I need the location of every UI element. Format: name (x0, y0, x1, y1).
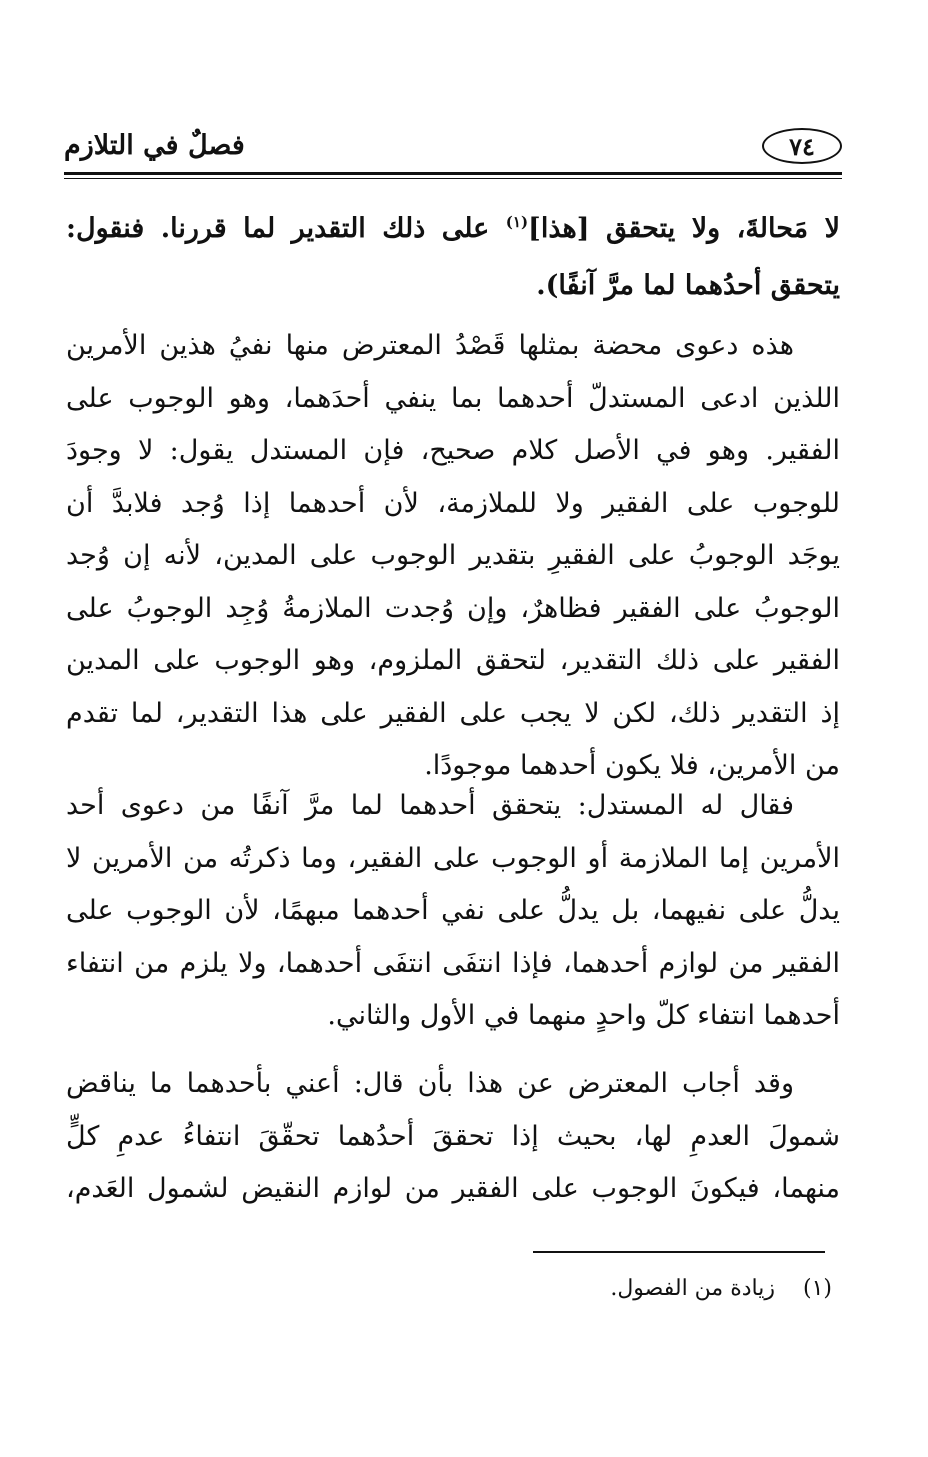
paragraph-3-line: وقد أجاب المعترض عن هذا بأن قال: أعني بأحدهما ما يناقض (66, 1068, 794, 1099)
paragraph-3 (66, 1058, 840, 1216)
paragraph-1-line: من الأمرين، فلا يكون أحدهما موجودًا. (424, 750, 840, 781)
quote-line-1-end: على ذلك التقدير لما قررنا. فنقول: (66, 213, 506, 244)
paragraph-2 (66, 780, 840, 1043)
running-header (64, 118, 842, 176)
page-number-text: ٧٤ (789, 131, 815, 161)
paragraph-3-line: شمولَ العدمِ لها، بحيث إذا تحققَ أحدُهما تحقّقَ انتفاءُ عدمِ كلٍّ (66, 1120, 840, 1152)
paragraph-2-line: يدلُّ على نفيهما، بل يدلُّ على نفي أحدهما مبهمًا، لأن الوجوب على (66, 895, 840, 926)
paragraph-2-line: الأمرين إما الملازمة أو الوجوب على الفقير، وما ذكرتُه من الأمرين لا (66, 842, 840, 874)
header-rule-thick (64, 172, 842, 175)
footnote-text: زيادة من الفصول. (610, 1276, 775, 1301)
paragraph-1-line: الفقير على ذلك التقدير، لتحقق الملزوم، وهو الوجوب على المدين (66, 645, 840, 676)
footnote (610, 1276, 832, 1301)
running-title: فصلٌ في التلازم (64, 130, 245, 161)
paragraph-1-line: الوجوبُ على الفقير فظاهرٌ، وإن وُجدت الملازمةُ وُجِد الوجوبُ على (66, 592, 840, 624)
quoted-text (66, 200, 840, 314)
footnote-marker: (١) (802, 1276, 832, 1301)
paragraph-1-line: الفقير. وهو في الأصل كلام صحيح، فإن المستدل يقول: لا وجودَ (66, 435, 840, 466)
quote-line-2: يتحقق أحدُهما لما مرَّ آنفًا). (536, 270, 840, 301)
footnote-rule (533, 1251, 825, 1253)
paragraph-2-line: فقال له المستدل: يتحقق أحدهما لما مرَّ آنفًا من دعوى أحد (66, 790, 794, 821)
paragraph-2-line: الفقير من لوازم أحدهما، فإذا انتفَى انتفَى أحدهما، ولا يلزم من انتفاء (66, 947, 840, 979)
paragraph-1 (66, 320, 840, 793)
paragraph-1-line: اللذين ادعى المستدلّ أحدهما بما ينفي أحدَهما، وهو الوجوب على (66, 382, 840, 414)
paragraph-1-line: يوجَد الوجوبُ على الفقيرِ بتقدير الوجوب على المدين، لأنه إن وُجد (66, 540, 840, 571)
quote-line-1 (66, 200, 840, 257)
paragraph-1-line: هذه دعوى محضة بمثلها قَصْدُ المعترض منها نفيُ هذين الأمرين (66, 330, 794, 361)
paragraph-1-line: للوجوب على الفقير ولا للملازمة، لأن أحدهما إذا وُجد فلابدَّ أن (66, 487, 840, 519)
page-number (762, 128, 842, 164)
paragraph-3-line: منهما، فيكونَ الوجوب على الفقير من لوازم النقيض لشمول العَدم، (66, 1173, 840, 1204)
footnote-reference: (١) (505, 213, 529, 231)
paragraph-2-line: أحدهما انتفاء كلّ واحدٍ منهما في الأول والثاني. (327, 1000, 840, 1031)
quote-line-1-start: لا مَحالةَ، ولا يتحقق [هذا] (528, 213, 841, 244)
paragraph-1-line: إذ التقدير ذلك، لكن لا يجب على الفقير على هذا التقدير، لما تقدم (66, 697, 840, 729)
header-rule-thin (64, 178, 842, 179)
